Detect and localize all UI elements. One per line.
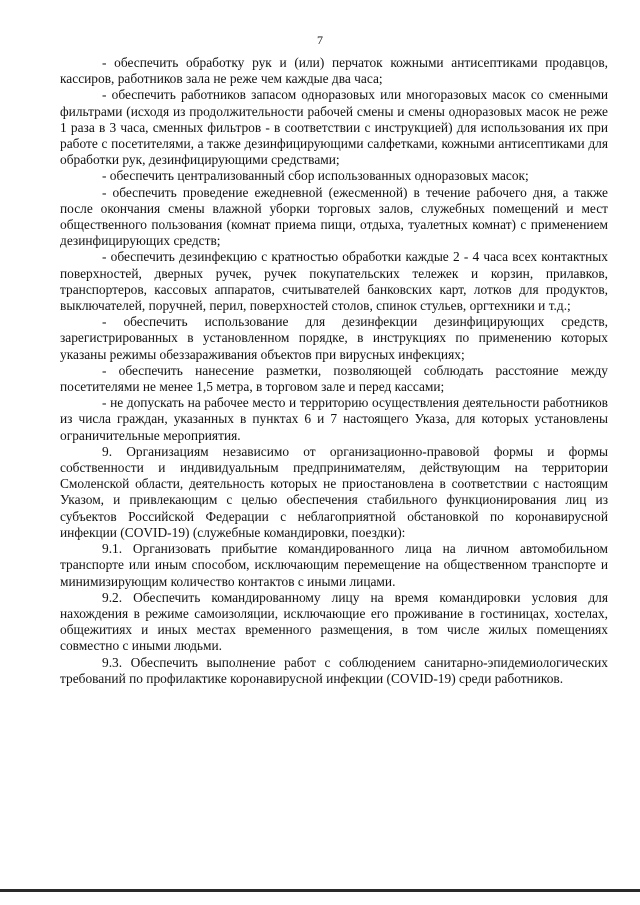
paragraph-item-9-1: 9.1. Организовать прибытие командированного лица на личном автомобильном транспорте или иным способом, исключающим перемещение на общественном транспорте и минимизирующим количество контактов с иными лицами.	[60, 541, 608, 589]
page-number: 7	[317, 33, 323, 47]
paragraph-distance-marking: - обеспечить нанесение разметки, позволяющей соблюдать расстояние между посетителями не менее 1,5 метра, в торговом зале и перед кассами;	[60, 362, 608, 395]
paragraph-wet-cleaning: - обеспечить проведение ежедневной (ежесменной) в течение рабочего дня, а также после окончания смены влажной уборки торговых залов, служебных помещений и мест общественного пользования (комнат приема пищи, отдыха, туалетных комнат) с применением дезинфицирующих средств;	[60, 184, 608, 249]
document-body	[60, 55, 608, 687]
paragraph-surface-disinfection: - обеспечить дезинфекцию с кратностью обработки каждые 2 - 4 часа всех контактных поверхностей, дверных ручек, ручек покупательских тележек и корзин, прилавков, транспортеров, кассовых аппаратов, считывателей банковских карт, лотков для продуктов, выключателей, поручней, перил, поверхностей столов, спинок стульев, оргтехники и т.д.;	[60, 249, 608, 314]
paragraph-hand-antiseptics: - обеспечить обработку рук и (или) перчаток кожными антисептиками продавцов, кассиров, работников зала не реже чем каждые два часа;	[60, 55, 608, 87]
paragraph-mask-collection: - обеспечить централизованный сбор использованных одноразовых масок;	[102, 168, 529, 184]
paragraph-item-9-3: 9.3. Обеспечить выполнение работ с соблюдением санитарно-эпидемиологических требований по профилактике коронавирусной инфекции (COVID-19) среди работников.	[60, 654, 608, 686]
paragraph-item-9-2: 9.2. Обеспечить командированному лицу на время командировки условия для нахождения в режиме самоизоляции, исключающие его проживание в гостиницах, хостелах, общежитиях и иных местах временного размещения, в том числе жилых помещениях совместно с иными людьми.	[60, 589, 608, 654]
scan-bottom-edge	[0, 889, 640, 892]
paragraph-restricted-workers: - не допускать на рабочее место и территорию осуществления деятельности работников из числа граждан, указанных в пунктах 6 и 7 настоящего Указа, для которых установлены ограничительные мероприятия.	[60, 395, 608, 443]
paragraph-masks-supply: - обеспечить работников запасом одноразовых или многоразовых масок со сменными фильтрами (исходя из продолжительности рабочей смены и смены одноразовых масок не реже 1 раза в 3 часа, сменных фильтров - в соответствии с инструкцией) для использования их при работе с посетителями, а также дезинфицирующими салфетками, кожными антисептиками для обработки рук, дезинфицирующими средствами;	[60, 87, 608, 168]
paragraph-item-9: 9. Организациям независимо от организационно-правовой формы и формы собственности и индивидуальным предпринимателям, действующим на территории Смоленской области, деятельность которых не приостановлена в соответствии с настоящим Указом, и привлекающим с целью обеспечения стабильного функционирования лиц из субъектов Российской Федерации с неблагоприятной обстановкой по коронавирусной инфекции (COVID-19) (служебные командировки, поездки):	[60, 443, 608, 540]
paragraph-registered-disinfectants: - обеспечить использование для дезинфекции дезинфицирующих средств, зарегистрированных в установленном порядке, в инструкциях по применению которых указаны режимы обеззараживания объектов при вирусных инфекциях;	[60, 314, 608, 362]
